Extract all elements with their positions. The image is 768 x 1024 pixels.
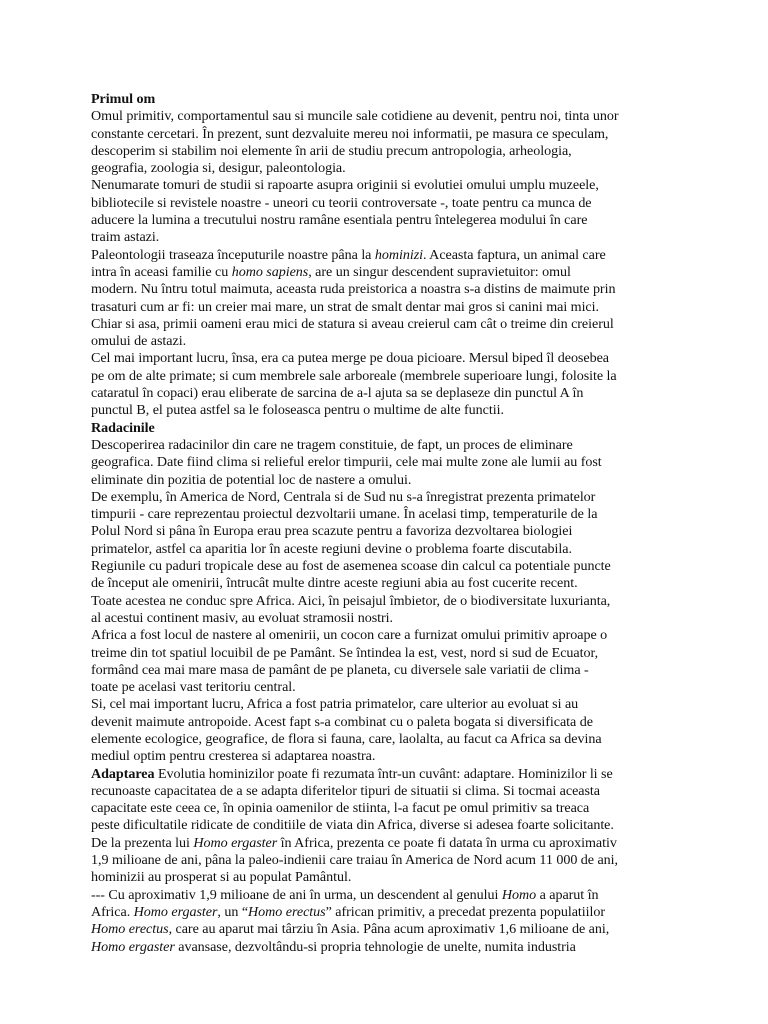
text-segment: descoperim si stabilim noi elemente în arii de studiu precum antropologia, arheologia, [91, 142, 572, 159]
text-line [91, 835, 689, 852]
text-segment: De la prezenta lui [91, 834, 194, 851]
text-line [91, 350, 689, 367]
text-line [91, 558, 689, 575]
text-segment: de început ale omenirii, întrucât multe dintre aceste regiuni abia au fost cucerite recent. [91, 575, 578, 592]
text-line [91, 247, 689, 264]
text-line [91, 679, 689, 696]
text-line [91, 437, 689, 454]
text-segment: treime din tot spatiul locuibil de pe Pamânt. Se întindea la est, vest, nord si sud de Ecuator, [91, 644, 599, 661]
italic-text: Homo erectus [91, 921, 169, 938]
bold-text: Primul om [91, 91, 156, 107]
text-line [91, 610, 689, 627]
text-line [91, 714, 689, 731]
text-segment: mediul optim pentru cresterea si adaptarea noastra. [91, 748, 376, 765]
text-segment: Omul primitiv, comportamentul sau si muncile sale cotidiene au devenit, pentru noi, tinta unor [91, 108, 619, 125]
text-segment: Toate acestea ne conduc spre Africa. Aici, în peisajul îmbietor, de o biodiversitate luxurianta, [91, 592, 611, 609]
text-segment: modern. Nu întru totul maimuta, aceasta ruda preistorica a noastra s-a distins de maimute prin [91, 281, 616, 298]
text-segment: bibliotecile si revistele noastre - uneori cu teorii controversate -, toate pentru ca munca de [91, 194, 592, 211]
text-line [91, 852, 689, 869]
document-body [91, 91, 689, 956]
text-line [91, 817, 689, 834]
text-segment: Africa. [91, 903, 134, 920]
text-segment: Regiunile cu paduri tropicale dese au fost de asemenea scoase din calcul ca potentiale puncte [91, 558, 611, 575]
text-segment: ” african primitiv, a precedat prezenta populatiilor [325, 903, 606, 920]
text-segment: --- Cu aproximativ 1,9 milioane de ani în urma, un descendent al genului [91, 886, 502, 903]
text-line [91, 506, 689, 523]
text-line [91, 454, 689, 471]
text-line [91, 800, 689, 817]
text-segment: eliminate din pozitia de potential loc de nastere a omului. [91, 471, 412, 488]
text-line [91, 368, 689, 385]
text-segment: geografia, zoologia si, desigur, paleontologia. [91, 160, 346, 177]
text-line [91, 143, 689, 160]
text-segment: constante cercetari. În prezent, sunt dezvaluite mereu noi informatii, pe masura ce speculam, [91, 125, 609, 142]
text-line [91, 593, 689, 610]
text-line [91, 645, 689, 662]
text-segment: 1,9 milioane de ani, pâna la paleo-indienii care traiau în America de Nord acum 11 000 de ani, [91, 852, 619, 869]
text-segment: timpurii - care reprezentau proiectul dezvoltarii umane. În acelasi timp, temperaturile de la [91, 506, 598, 523]
text-segment: Africa a fost locul de nastere al omenirii, un cocon care a furnizat omului primitiv aproape o [91, 627, 608, 644]
text-line [91, 869, 689, 886]
bold-text: Adaptarea [91, 765, 155, 782]
text-line [91, 264, 689, 281]
text-segment: punctul B, el putea astfel sa le foloseasca pentru o multime de alte functii. [91, 402, 504, 419]
text-line [91, 489, 689, 506]
text-line [91, 281, 689, 298]
text-line [91, 177, 689, 194]
text-line [91, 523, 689, 540]
text-segment: Polul Nord si pâna în Europa erau prea scazute pentru a favoriza dezvoltarea biologiei [91, 523, 573, 540]
italic-text: homo sapiens [231, 263, 309, 280]
text-segment: în Africa, prezenta ce poate fi datata în urma cu aproximativ [277, 834, 617, 851]
text-segment: devenit maimute antropoide. Acest fapt s-a combinat cu o paleta bogata si diversificata de [91, 713, 593, 730]
text-segment: aducere la lumina a trecutului nostru ramâne esentiala pentru întelegerea modului în care [91, 212, 588, 229]
text-segment: omului de astazi. [91, 333, 187, 350]
section-heading [91, 420, 689, 437]
italic-text: Homo ergaster [193, 834, 278, 851]
text-segment: intra în aceasi familie cu [91, 263, 232, 280]
text-segment: , are un singur descendent supravietuitor: omul [308, 263, 571, 280]
text-segment: Nenumarate tomuri de studii si rapoarte asupra originii si evolutiei omului umplu muzeele, [91, 177, 599, 194]
text-segment: , care au aparut mai târziu în Asia. Pâna acum aproximativ 1,6 milioane de ani, [168, 921, 610, 938]
text-line [91, 766, 689, 783]
text-line [91, 195, 689, 212]
text-segment: traim astazi. [91, 229, 160, 246]
text-line [91, 575, 689, 592]
italic-text: Homo ergaster [91, 938, 175, 955]
text-line [91, 696, 689, 713]
text-line [91, 662, 689, 679]
bold-text: Radacinile [91, 419, 155, 436]
text-line [91, 333, 689, 350]
italic-text: Homo [501, 886, 537, 903]
text-segment: al acestui continent masiv, au evoluat stramosii nostri. [91, 609, 393, 626]
text-segment: trasaturi cum ar fi: un creier mai mare, un strat de smalt dentar mai gros si canini mai mici. [91, 298, 599, 315]
text-segment: Paleontologii traseaza începuturile noastre pâna la [91, 246, 375, 263]
text-line [91, 887, 689, 904]
text-segment: primatelor, astfel ca aparitia lor în aceste regiuni devine o problema foarte discutabila. [91, 540, 572, 557]
text-segment: capacitate este ceea ce, în opinia oamenilor de stiinta, l-a facut pe omul primitiv sa treaca [91, 800, 590, 817]
text-line [91, 126, 689, 143]
text-line [91, 402, 689, 419]
text-segment: toate pe acelasi vast teritoriu central. [91, 679, 296, 696]
text-segment: peste dificultatile ridicate de conditiile de viata din Africa, diverse si adesea foarte solicitante. [91, 817, 614, 834]
text-segment: pe om de alte primate; si cum membrele sale arboreale (membrele superioare lungi, folosite la [91, 367, 617, 384]
text-segment: Chiar si asa, primii oameni erau mici de statura si aveau creierul cam cât o treime din creierul [91, 315, 614, 332]
text-segment: De exemplu, în America de Nord, Centrala si de Sud nu s-a înregistrat prezenta primatelor [91, 488, 596, 505]
text-segment: Cel mai important lucru, însa, era ca putea merge pe doua picioare. Mersul biped îl deosebea [91, 350, 609, 367]
text-line [91, 783, 689, 800]
text-segment: geografica. Date fiind clima si relieful erelor timpurii, cele mai multe zone ale lumii au fost [91, 454, 602, 471]
text-segment: hominizii au prosperat si au populat Pamântul. [91, 869, 352, 886]
text-line [91, 731, 689, 748]
text-line [91, 939, 689, 956]
text-line [91, 385, 689, 402]
text-segment: . Aceasta faptura, un animal care [423, 246, 606, 263]
text-segment: Evolutia hominizilor poate fi rezumata într-un cuvânt: adaptare. Hominizilor li se [154, 765, 613, 782]
text-line [91, 472, 689, 489]
text-line [91, 627, 689, 644]
text-segment: elemente ecologice, geografice, de flora si fauna, care, laolalta, au facut ca Africa sa devina [91, 730, 602, 747]
text-line [91, 212, 689, 229]
italic-text: Homo ergaster [133, 903, 218, 920]
text-segment: formând cea mai mare masa de pamânt de pe planeta, cu diversele sale variatii de clima - [91, 661, 589, 678]
text-segment: avansase, dezvoltându-si propria tehnologie de unelte, numita industria [174, 938, 576, 955]
text-line [91, 229, 689, 246]
text-line [91, 108, 689, 125]
text-segment: , un “ [217, 903, 249, 920]
text-line [91, 316, 689, 333]
section-heading [91, 91, 689, 108]
text-segment: Si, cel mai important lucru, Africa a fost patria primatelor, care ulterior au evoluat si au [91, 696, 579, 713]
text-line [91, 160, 689, 177]
text-line [91, 904, 689, 921]
italic-text: hominizi [374, 246, 424, 263]
italic-text: Homo erectus [248, 903, 326, 920]
text-line [91, 921, 689, 938]
text-segment: cataratul în copaci) erau eliberate de sarcina de a-l ajuta sa se deplaseze din punctul A în [91, 385, 584, 402]
text-segment: Descoperirea radacinilor din care ne tragem constituie, de fapt, un proces de eliminare [91, 436, 573, 453]
text-segment: recunoaste capacitatea de a se adapta diferitelor tipuri de situatii si clima. Si tocmai aceasta [91, 782, 601, 799]
text-segment: a aparut în [536, 886, 599, 903]
text-line [91, 748, 689, 765]
text-line [91, 299, 689, 316]
text-line [91, 541, 689, 558]
